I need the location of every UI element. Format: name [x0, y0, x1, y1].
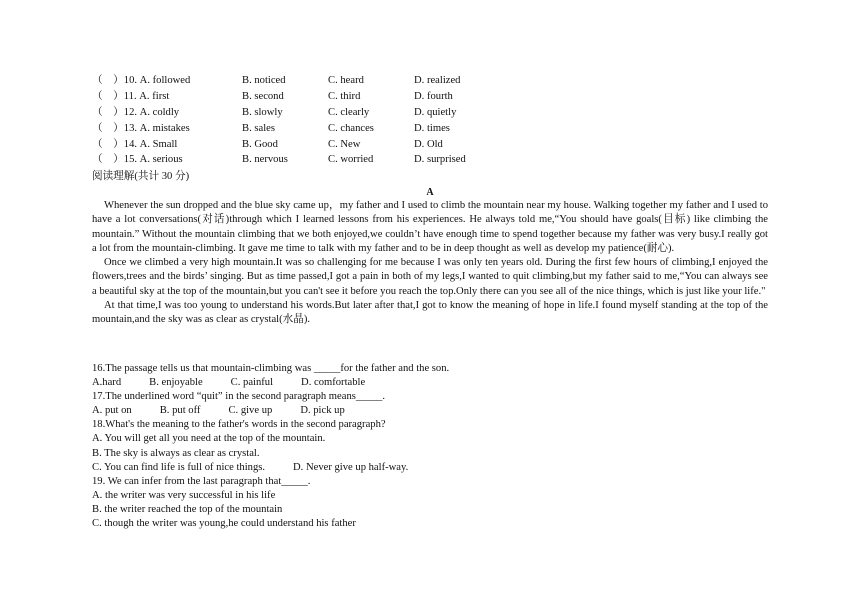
choice: C. painful — [230, 377, 274, 389]
questions — [92, 362, 768, 531]
option-c: C. third — [328, 90, 361, 102]
question-18-cd — [92, 461, 768, 475]
option-b: B. noticed — [242, 75, 286, 86]
option-b: B. second — [242, 90, 284, 102]
question-19-c: C. though the writer was young,he could understand his father — [92, 518, 356, 530]
reading-passage — [92, 199, 768, 328]
question-18-b: B. The sky is always as clear as crystal. — [92, 447, 260, 459]
passage-title: A — [426, 187, 434, 198]
option-c: C. New — [328, 138, 361, 150]
choice: D. pick up — [300, 405, 345, 417]
option-a: （ ）15. A. serious — [92, 154, 183, 166]
option-d: D. surprised — [414, 154, 466, 166]
choice: A. put on — [92, 405, 132, 417]
option-d: D. fourth — [414, 90, 453, 102]
section-heading: 阅读理解(共计 30 分) — [92, 171, 190, 182]
paragraph-1: Whenever the sun dropped and the blue sky came up，my father and I used to climb the mountain near my house. Walking together my father and I used to have a lot conversations(对话)through which I learned lessons from his experiences. He always told me,“You should have goals(目标) like climbing the mountain.” Without the mountain climbing that we both enjoyed,we couldn’t have enough time to spend together because my father was very busy.I really got a lot from the mountain-climbing. It gave me time to talk with my father and to be in deep thought as well as develop my patience(耐心). — [92, 200, 768, 254]
question-18: 18.What's the meaning to the father's words in the second paragraph? — [92, 419, 386, 431]
option-c: C. clearly — [328, 106, 370, 118]
option-d: D. times — [414, 122, 450, 134]
option-c: C. chances — [328, 122, 374, 134]
choice: D. comfortable — [301, 377, 366, 389]
choice: B. enjoyable — [149, 377, 203, 389]
choice: D. Never give up half-way. — [293, 461, 409, 473]
option-c: C. heard — [328, 75, 364, 86]
question-16: 16.The passage tells us that mountain-climbing was _____for the father and the son. — [92, 363, 450, 374]
choice: C. give up — [228, 405, 273, 417]
option-a: （ ）11. A. first — [92, 90, 170, 102]
question-18-a: A. You will get all you need at the top of the mountain. — [92, 433, 326, 445]
option-b: B. slowly — [242, 106, 283, 118]
question-17-options — [92, 404, 768, 418]
option-c: C. worried — [328, 154, 374, 166]
option-d: D. realized — [414, 75, 461, 86]
option-a: （ ）12. A. coldly — [92, 106, 180, 118]
question-16-options — [92, 376, 768, 390]
option-a: （ ）14. A. Small — [92, 138, 178, 150]
paragraph-2: Once we climbed a very high mountain.It was so challenging for me because I was only ten years old. During the first few hours of climbing,I enjoyed the flowers,trees and the birds’ singing. But as time passed,I got a pain in both of my legs,I wanted to quit climbing,but my father said to me,“You can always see a beautiful sky at the top of the mountain,but you can't see it before you reach the top.Only there can you see all of the nice things, which is just like your life." — [92, 257, 768, 297]
option-b: B. nervous — [242, 154, 288, 166]
question-17: 17.The underlined word “quit” in the second paragraph means_____. — [92, 391, 386, 403]
option-d: D. quietly — [414, 106, 457, 118]
question-19: 19. We can infer from the last paragraph that_____. — [92, 475, 311, 487]
choice: B. put off — [159, 405, 201, 417]
paragraph-3: At that time,I was too young to understand his words.But later after that,I got to know the meaning of hope in life.I found myself standing at the top of the mountain,and the sky was as clear as crystal(水晶). — [92, 300, 768, 326]
choice: C. You can find life is full of nice things. — [92, 461, 266, 473]
question-19-b: B. the writer reached the top of the mountain — [92, 503, 283, 515]
option-d: D. Old — [414, 138, 443, 150]
question-19-a: A. the writer was very successful in his life — [92, 489, 276, 501]
option-b: B. Good — [242, 138, 278, 150]
choice: A.hard — [92, 377, 122, 389]
option-a: （ ）10. A. followed — [92, 75, 191, 86]
option-b: B. sales — [242, 122, 275, 134]
option-a: （ ）13. A. mistakes — [92, 122, 190, 134]
